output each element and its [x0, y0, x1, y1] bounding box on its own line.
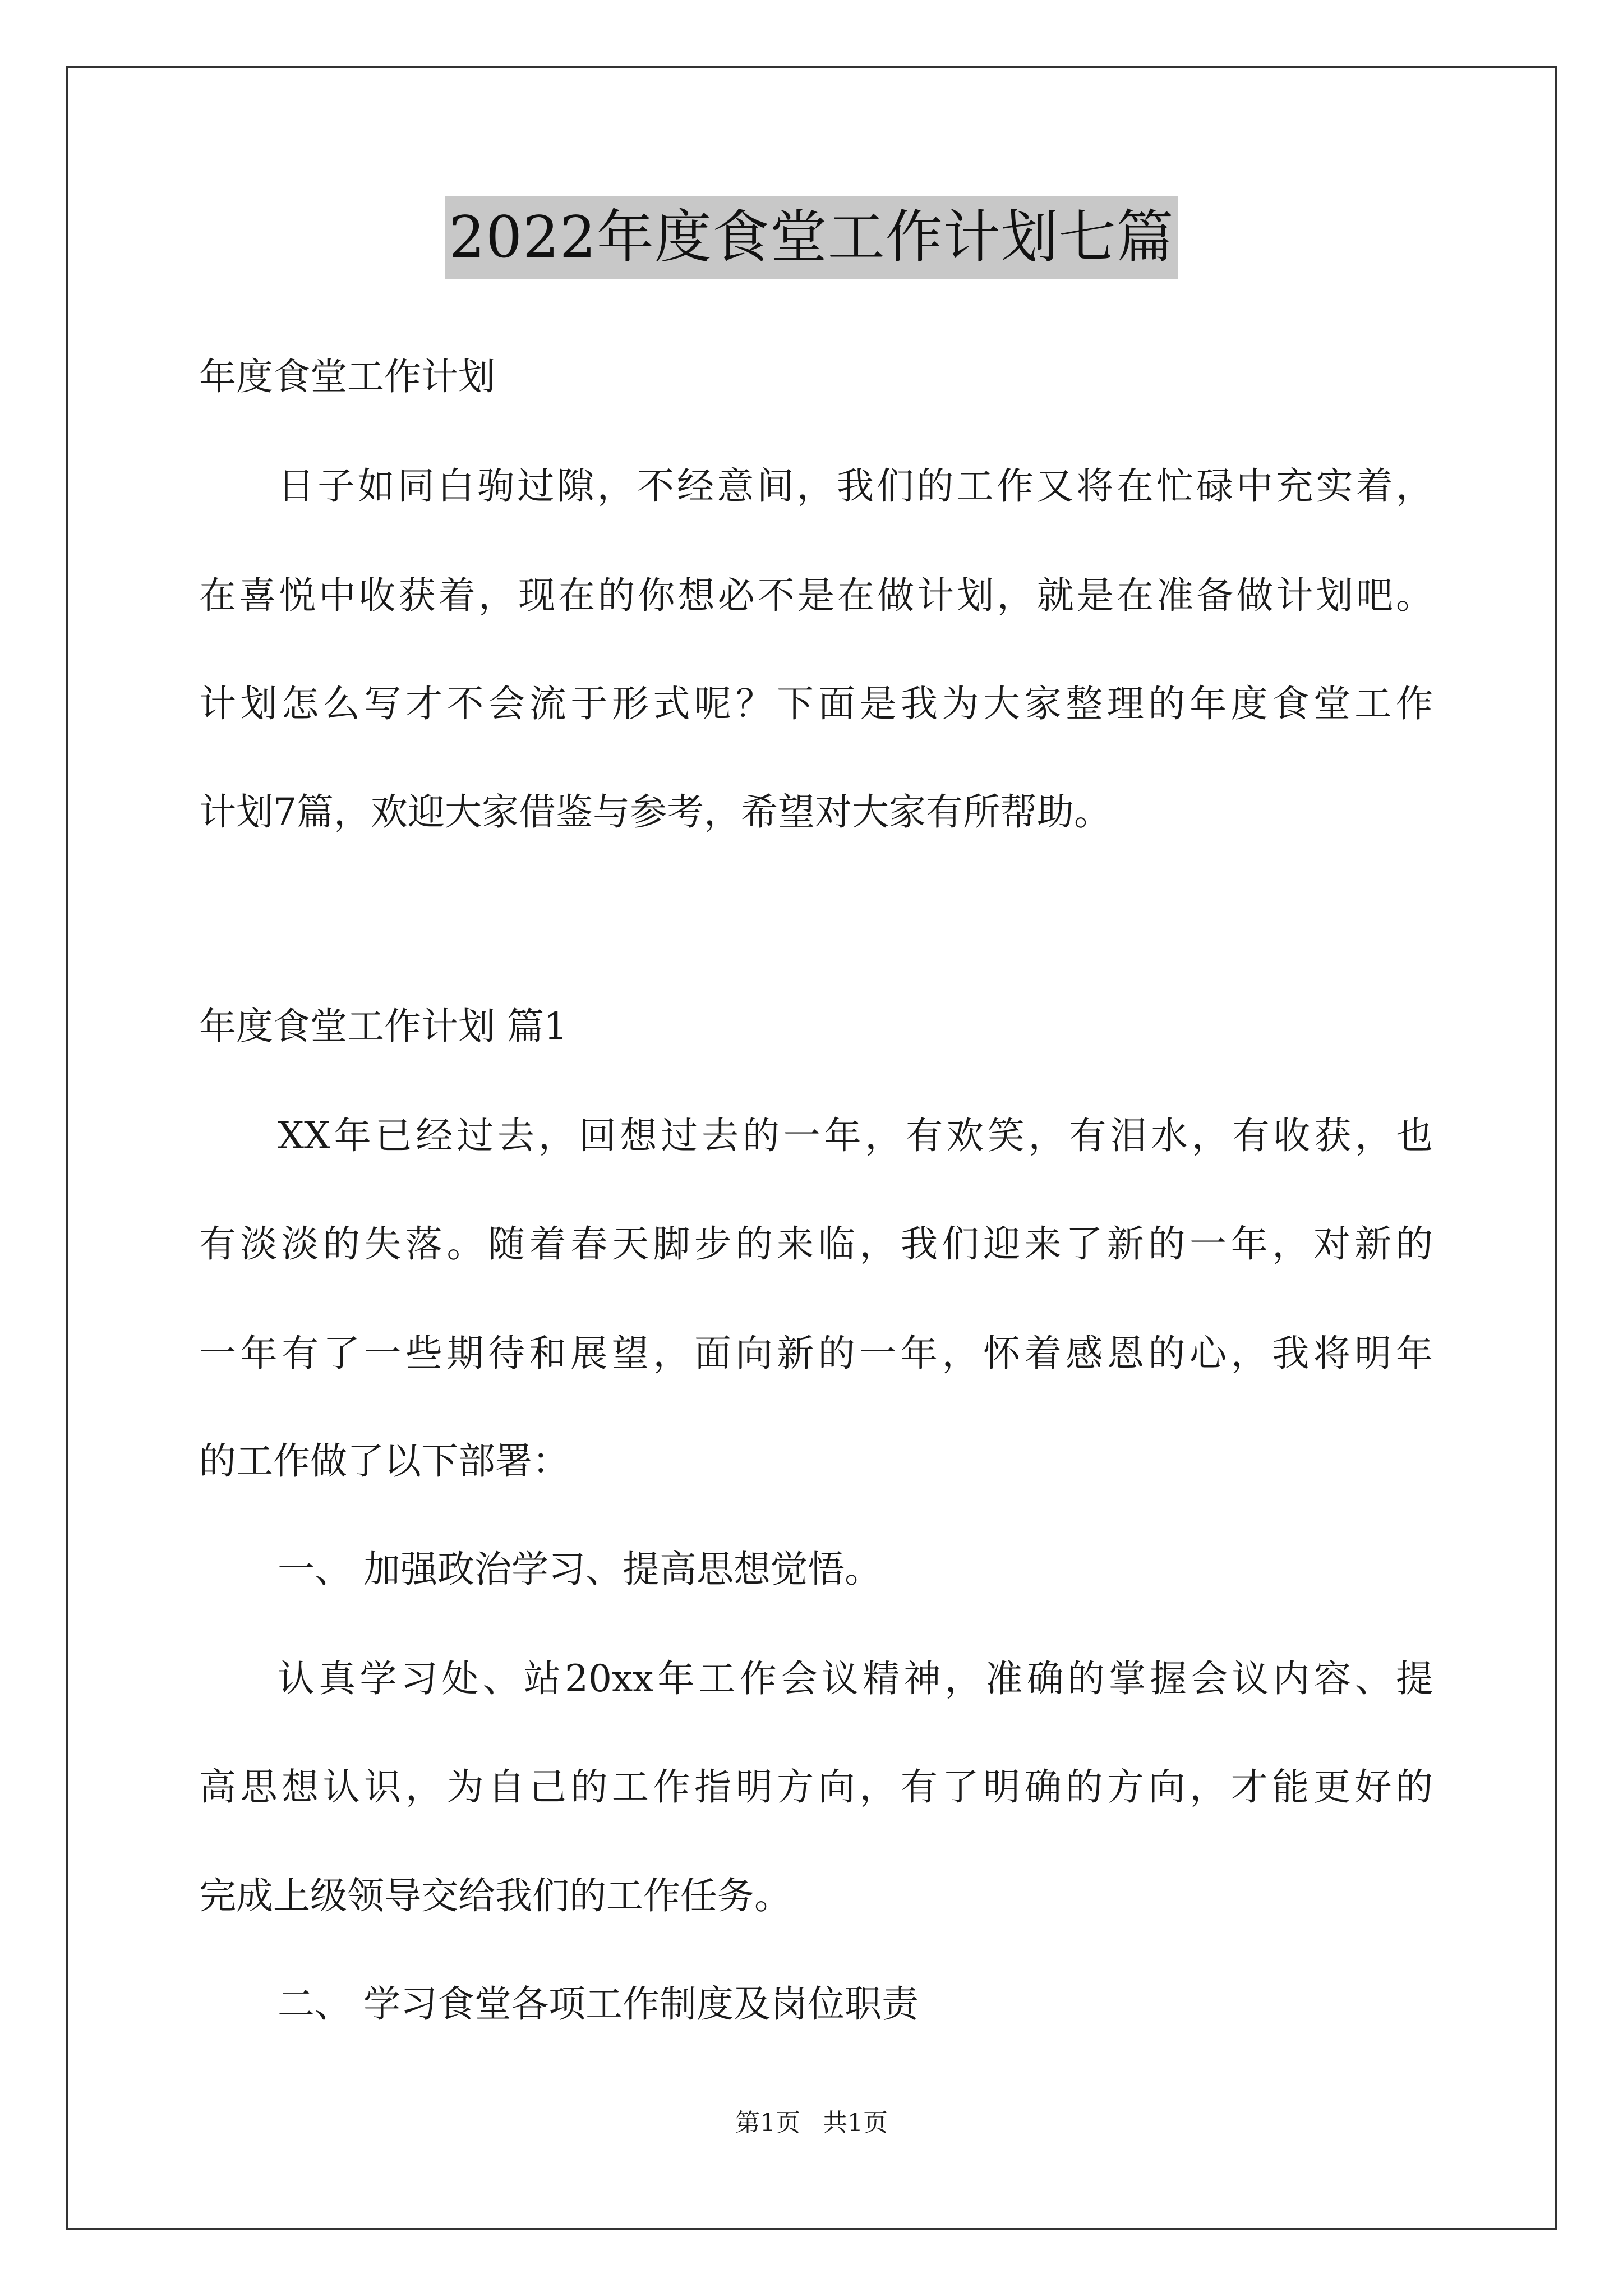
paragraph-line: 认真学习处、站20xx年工作会议精神，准确的掌握会议内容、提 [278, 1657, 1433, 1700]
paragraph-line: 一年有了一些期待和展望，面向新的一年，怀着感恩的心，我将明年 [199, 1332, 1433, 1375]
paragraph-line: 日子如同白驹过隙，不经意间，我们的工作又将在忙碌中充实着， [278, 464, 1433, 508]
paragraph-line: 计划7篇，欢迎大家借鉴与参考，希望对大家有所帮助。 [199, 790, 1111, 834]
list-heading: 一、 加强政治学习、提高思想觉悟。 [278, 1548, 882, 1591]
paragraph-line: 完成上级领导交给我们的工作任务。 [199, 1874, 791, 1917]
section-heading: 年度食堂工作计划 [199, 355, 495, 398]
title-container [0, 196, 1623, 279]
page-number: 第1页 [735, 2109, 800, 2137]
paragraph-line: 有淡淡的失落。随着春天脚步的来临，我们迎来了新的一年，对新的 [199, 1222, 1433, 1266]
paragraph-line: XX年已经过去，回想过去的一年，有欢笑，有泪水，有收获，也 [278, 1114, 1433, 1157]
page-total: 共1页 [823, 2109, 888, 2137]
document-title: 2022年度食堂工作计划七篇 [445, 196, 1178, 279]
paragraph-line: 高思想认识，为自己的工作指明方向，有了明确的方向，才能更好的 [199, 1765, 1433, 1809]
paragraph-line: 计划怎么写才不会流于形式呢？下面是我为大家整理的年度食堂工作 [199, 682, 1433, 725]
paragraph-line: 的工作做了以下部署： [199, 1439, 569, 1483]
section-heading: 年度食堂工作计划 篇1 [199, 1005, 568, 1048]
page-footer [0, 2106, 1623, 2140]
paragraph-line: 在喜悦中收获着，现在的你想必不是在做计划，就是在准备做计划吧。 [199, 574, 1433, 617]
list-heading: 二、 学习食堂各项工作制度及岗位职责 [278, 1982, 919, 2026]
